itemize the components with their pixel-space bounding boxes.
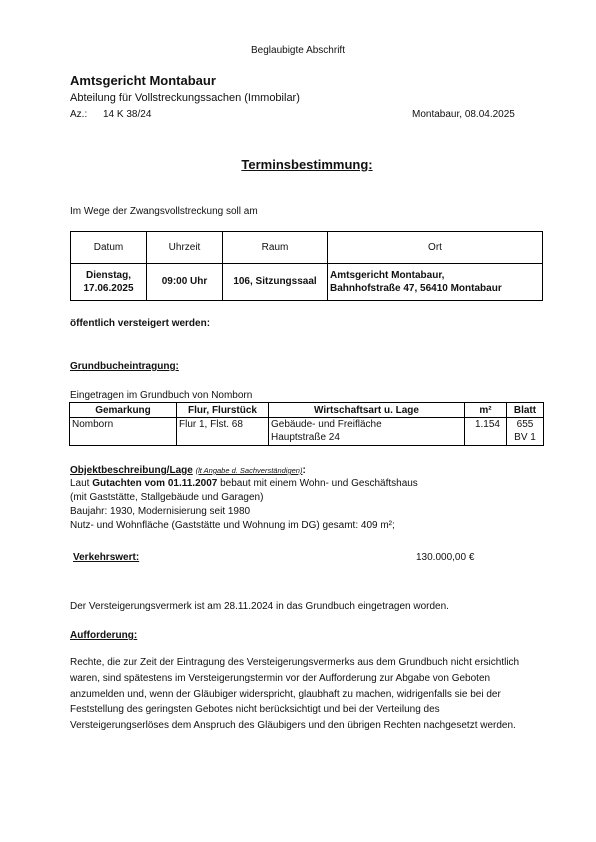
object-line-1 [70, 477, 418, 490]
cell-gemarkung: Nomborn [70, 418, 177, 446]
cell-blatt-number: 655 [516, 419, 534, 430]
object-heading-colon: : [302, 465, 306, 476]
object-line-2: (mit Gaststätte, Stallgebäude und Garagen) [70, 492, 264, 503]
col-header-wirtschaftsart: Wirtschaftsart u. Lage [269, 403, 465, 418]
appointment-date-value: 17.06.2025 [83, 283, 134, 294]
appointment-place [328, 264, 543, 301]
request-heading: Aufforderung: [70, 630, 138, 641]
object-heading [70, 464, 306, 477]
col-header-gemarkung: Gemarkung [70, 403, 177, 418]
cell-wirtschaftsart [269, 418, 465, 446]
appointment-place-address: Bahnhofstraße 47, 56410 Montabaur [330, 283, 502, 294]
grundbuch-intro: Eingetragen im Grundbuch von Nomborn [70, 390, 253, 401]
intro-text: Im Wege der Zwangsvollstreckung soll am [70, 206, 258, 217]
appointment-room: 106, Sitzungssaal [223, 264, 328, 301]
object-line-3: Baujahr: 1930, Modernisierung seit 1980 [70, 506, 251, 517]
appointment-place-name: Amtsgericht Montabaur, [330, 269, 445, 281]
appointment-date [71, 264, 147, 301]
auction-statement: öffentlich versteigert werden: [70, 318, 211, 329]
object-heading-text: Objektbeschreibung/Lage [70, 465, 193, 476]
cell-wirtschaftsart-address: Hauptstraße 24 [271, 432, 340, 443]
cell-area: 1.154 [465, 418, 507, 446]
col-header-room: Raum [223, 232, 328, 264]
appointment-weekday: Dienstag, [85, 269, 131, 281]
cell-wirtschaftsart-type: Gebäude- und Freifläche [271, 419, 382, 430]
cell-flur: Flur 1, Flst. 68 [177, 418, 269, 446]
appointment-time: 09:00 Uhr [147, 264, 223, 301]
court-name: Amtsgericht Montabaur [70, 73, 216, 88]
case-number-value: 14 K 38/24 [103, 109, 152, 120]
cell-blatt-bv: BV 1 [514, 432, 536, 443]
object-line-1-post: bebaut mit einem Wohn- und Geschäftshaus [217, 478, 418, 489]
grundbuch-table [69, 402, 544, 446]
cell-blatt [507, 418, 544, 446]
col-header-place: Ort [328, 232, 543, 264]
place-date: Montabaur, 08.04.2025 [412, 109, 515, 120]
table-row [70, 418, 544, 446]
case-number-label: Az.: [70, 109, 88, 120]
certified-copy-label: Beglaubigte Abschrift [251, 45, 345, 56]
market-value-amount: 130.000,00 € [416, 552, 475, 563]
appointment-table [70, 231, 543, 301]
col-header-area: m² [465, 403, 507, 418]
appraisal-date: Gutachten vom 01.11.2007 [92, 478, 218, 489]
request-text: Rechte, die zur Zeit der Eintragung des Versteigerungsvermerks aus dem Grundbuch nicht ersichtlich waren, sind spätestens im Versteigerungstermin vor der Aufforderung zur Abgabe von Geboten anzumelden und, wenn der Gläubiger widerspricht, glaubhaft zu machen, widrigenfalls sie bei der Feststellung des geringsten Gebotes nicht berücksichtigt und bei der Verteilung des Versteigerungserlöses dem Anspruch des Gläubigers und den übrigen Rechten nachgesetzt werden. [70, 657, 520, 732]
grundbuch-heading: Grundbucheintragung: [70, 361, 179, 372]
object-line-4: Nutz- und Wohnfläche (Gaststätte und Wohnung im DG) gesamt: 409 m²; [70, 520, 395, 531]
object-line-1-pre: Laut [70, 478, 93, 489]
department-name: Abteilung für Vollstreckungssachen (Immobilar) [70, 92, 300, 104]
col-header-blatt: Blatt [507, 403, 544, 418]
object-heading-note: (lt Angabe d. Sachverständigen) [195, 466, 303, 475]
col-header-flur: Flur, Flurstück [177, 403, 269, 418]
col-header-time: Uhrzeit [147, 232, 223, 264]
registry-note: Der Versteigerungsvermerk ist am 28.11.2024 in das Grundbuch eingetragen worden. [70, 601, 449, 612]
market-value-label: Verkehrswert: [73, 552, 140, 563]
document-title: Terminsbestimmung: [241, 157, 373, 172]
col-header-date: Datum [71, 232, 147, 264]
